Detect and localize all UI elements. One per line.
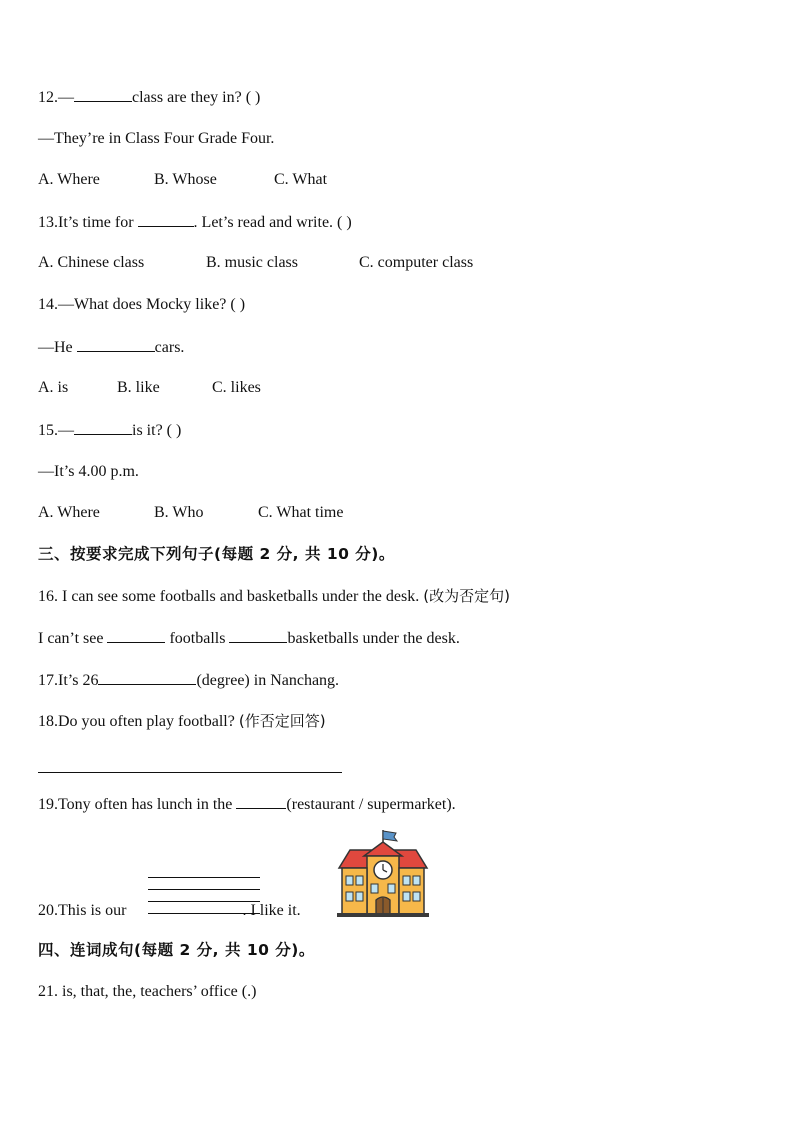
q17-question — [38, 670, 339, 691]
q13-option-b[interactable]: B. music class — [206, 254, 298, 271]
q17-blank[interactable] — [98, 670, 196, 685]
q16-hint: (改为否定句) — [423, 587, 510, 605]
q20-blank-line-1[interactable] — [148, 877, 260, 878]
q16-text: 16. I can see some footballs and basketballs under the desk. — [38, 588, 424, 605]
q12-options — [38, 170, 327, 190]
q18-answer-line[interactable] — [38, 772, 342, 773]
q16-question — [38, 586, 510, 607]
q12-answer: —They’re in Class Four Grade Four. — [38, 130, 275, 147]
q13-options — [38, 253, 473, 273]
q13-option-c[interactable]: C. computer class — [359, 254, 474, 271]
q18-text: 18.Do you often play football? — [38, 713, 239, 730]
q16-answer-c: basketballs under the desk. — [287, 630, 460, 647]
q16-answer-b: footballs — [169, 630, 230, 647]
q15-prefix: 15.— — [38, 422, 74, 439]
q14-answer-prefix: —He — [38, 339, 77, 356]
q14-question: 14.—What does Mocky like? ( ) — [38, 296, 246, 313]
q14-blank[interactable] — [77, 337, 155, 352]
q19-blank[interactable] — [236, 794, 286, 809]
q14-answer — [38, 337, 184, 358]
q12-option-b[interactable]: B. Whose — [154, 171, 217, 188]
q13-suffix: . Let’s read and write. ( ) — [193, 214, 352, 231]
q16-answer-a: I can’t see — [38, 630, 108, 647]
q21-question: 21. is, that, the, teachers’ office (.) — [38, 983, 257, 1000]
q14-option-c[interactable]: C. likes — [212, 379, 261, 396]
q16-blank-1[interactable] — [107, 628, 165, 643]
q19-question — [38, 794, 456, 815]
q12-option-c[interactable]: C. What — [274, 171, 328, 188]
q13-question — [38, 212, 352, 233]
q15-suffix: is it? ( ) — [132, 422, 182, 439]
q12-option-a[interactable]: A. Where — [38, 171, 100, 188]
q20-suffix: . I like it. — [242, 902, 301, 919]
q17-suffix: (degree) in Nanchang. — [196, 672, 340, 689]
q15-option-c[interactable]: C. What time — [258, 504, 344, 521]
q15-question — [38, 420, 181, 441]
q20-blank-line-2[interactable] — [148, 889, 260, 890]
q15-option-b[interactable]: B. Who — [154, 504, 204, 521]
q12-prefix: 12.— — [38, 89, 74, 106]
q12-blank[interactable] — [74, 87, 132, 102]
q13-blank[interactable] — [138, 212, 194, 227]
q20-prefix: 20.This is our — [38, 902, 131, 919]
q13-option-a[interactable]: A. Chinese class — [38, 254, 145, 271]
q12-suffix: class are they in? ( ) — [132, 89, 261, 106]
q14-options — [38, 378, 261, 398]
q14-option-b[interactable]: B. like — [117, 379, 160, 396]
q19-prefix: 19.Tony often has lunch in the — [38, 796, 237, 813]
q15-options — [38, 503, 343, 523]
q15-option-a[interactable]: A. Where — [38, 504, 100, 521]
q19-suffix: (restaurant / supermarket). — [286, 796, 456, 813]
school-building-icon — [336, 828, 430, 918]
q16-answer — [38, 628, 460, 649]
q14-option-a[interactable]: A. is — [38, 379, 69, 396]
q18-hint: (作否定回答) — [238, 712, 326, 730]
q16-blank-2[interactable] — [229, 628, 287, 643]
q12-question — [38, 87, 260, 108]
section-4-heading: 四、连词成句(每题 2 分, 共 10 分)。 — [38, 941, 315, 959]
q14-answer-suffix: cars. — [154, 339, 185, 356]
q13-prefix: 13.It’s time for — [38, 214, 138, 231]
q15-blank[interactable] — [74, 420, 132, 435]
section-3-heading: 三、按要求完成下列句子(每题 2 分, 共 10 分)。 — [38, 545, 395, 563]
q18-question — [38, 711, 326, 732]
q15-answer: —It’s 4.00 p.m. — [38, 463, 139, 480]
q17-prefix: 17.It’s 26 — [38, 672, 99, 689]
q20-question — [38, 901, 301, 921]
